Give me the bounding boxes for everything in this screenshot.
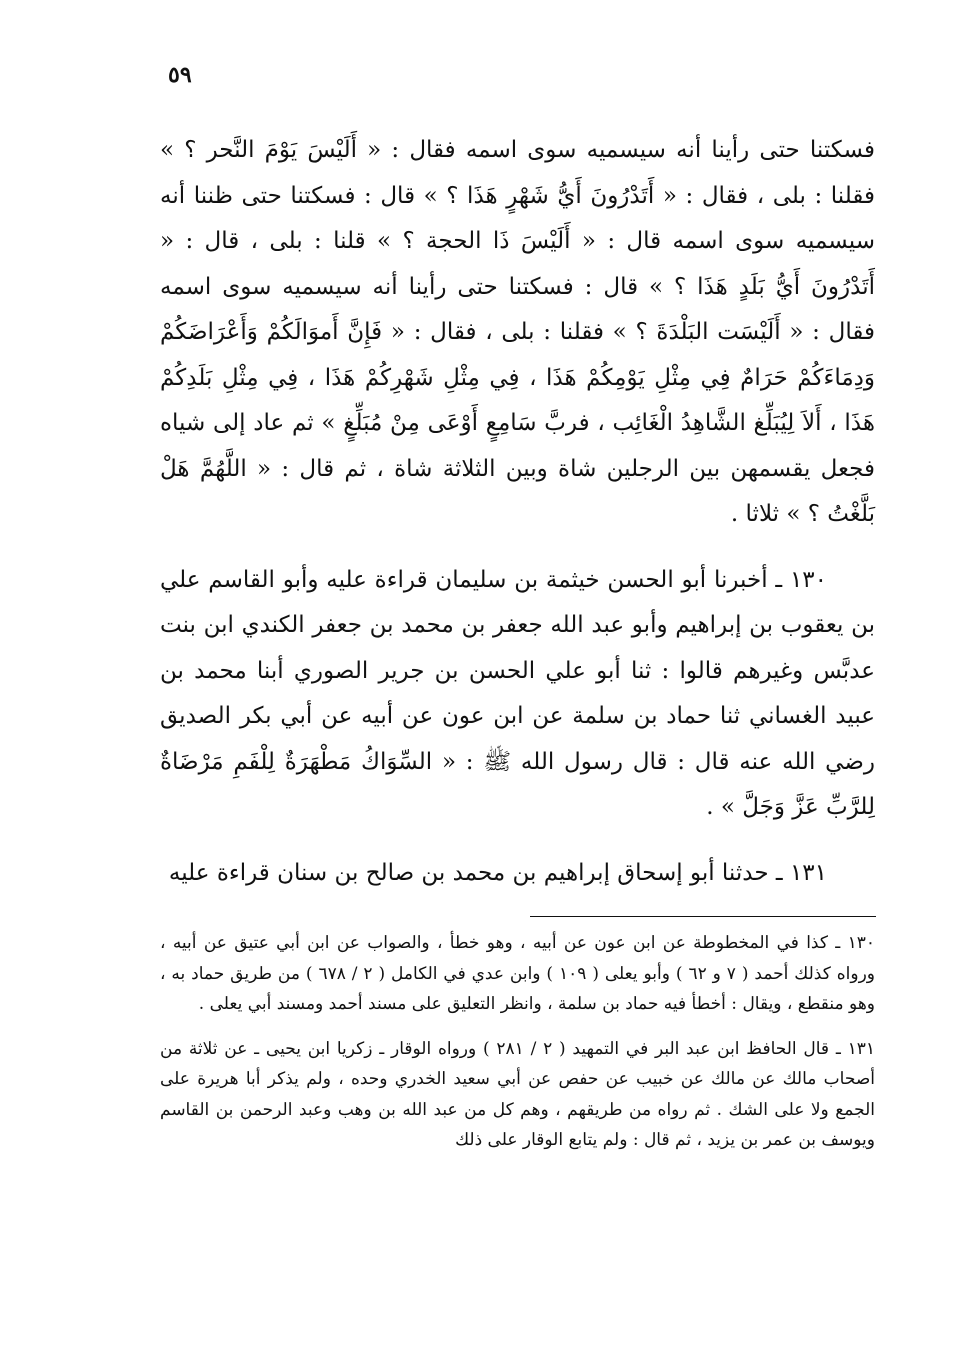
paragraph-hadith-130: ١٣٠ ـ أخبرنا أبو الحسن خيثمة بن سليمان قراءة عليه وأبو القاسم علي بن يعقوب بن إبراهيم وأبو عبد الله جعفر بن محمد بن جعفر الكندي ابن بنت عدبَّس وغيرهم قالوا : ثنا أبو علي الحسن بن جرير الصوري أبنا محمد بن عبيد الغساني ثنا حماد بن سلمة عن ابن عون عن أبيه عن أبي بكر الصديق رضي الله عنه قال : قال رسول الله ﷺ : « السِّوَاكُ مَطْهَرَةٌ لِلْفَمِ مَرْضَاةٌ لِلرَّبِّ عَزَّ وَجَلَّ » . xyxy=(160,566,875,820)
footnote-130: ١٣٠ ـ كذا في المخطوطة عن ابن عون عن أبيه ، وهو خطأ ، والصواب عن ابن أبي عتيق عن أبيه ، ورواه كذلك أحمد ( ٧ و ٦٢ ) وأبو يعلى ( ١٠٩ ) وابن عدي في الكامل ( ٢ / ٦٧٨ ) من طريق حماد به ، وهو منقطع ، ويقال : أخطأ فيه حماد بن سلمة ، وانظر التعليق على مسند أحمد ومسند أبي يعلى . xyxy=(160,933,875,1014)
footnote-separator xyxy=(530,916,876,917)
footnotes xyxy=(160,928,875,1156)
paragraph-continuation: فسكتنا حتى رأينا أنه سيسميه سوى اسمه فقال : « أَلَيْسَ يَوْمَ النَّحر ؟ » فقلنا : بلى ، فقال : « أَتَدْرُونَ أَيُّ شَهْرٍ هَذَا ؟ » قال : فسكتنا حتى ظننا أنه سيسميه سوى اسمه قال : « أَلَيْسَ ذَا الحجة ؟ » قلنا : بلى ، قال : « أَتَدْرُونَ أَيُّ بَلَدٍ هَذَا ؟ » قال : فسكتنا حتى رأينا أنه سيسميه سوى اسمه فقال : « أَلَيْسَت البَلْدَةَ ؟ » فقلنا : بلى ، فقال : « فَإِنَّ أَموَالَكُمْ وَأَعْرَاضَكُمْ وَدِمَاءَكُمْ حَرَامٌ فِي مِثْلِ يَوْمِكُمْ هَذَا ، فِي مِثْلِ شَهْرِكُمْ هَذَا ، فِي مِثْلِ بَلَدِكُمْ هَذَا ، أَلاَ لِيُبَلِّغ الشَّاهِدُ الْغَائِب ، فربَّ سَامِعٍ أَوْعَى مِنْ مُبَلِّغٍ » ثم عاد إلى شياه فجعل يقسمهن بين الرجلين شاة وبين الثلاثة شاة ، ثم قال : « اللَّهُمَّ هَلْ بَلَّغْتُ ؟ » ثلاثا . xyxy=(160,137,875,527)
paragraph-hadith-131: ١٣١ ـ حدثنا أبو إسحاق إبراهيم بن محمد بن صالح بن سنان قراءة عليه xyxy=(168,859,827,886)
footnote-131: ١٣١ ـ قال الحافظ ابن عبد البر في التمهيد ( ٢ / ٢٨١ ) ورواه الوقار ـ زكريا ابن يحيى ـ عن ثلاثة من أصحاب مالك عن مالك عن خبيب عن حفص عن أبي سعيد الخدري وحده ، ولم يذكر أبا هريرة على الجمع ولا على الشك . ثم رواه من طريقهم ، وهم كل من عبد الله بن وهب وعبد الرحمن بن القاسم ويوسف بن عمر بن يزيد ، ثم قال : ولم يتابع الوقار على ذلك xyxy=(160,1038,875,1150)
page-number: ٥٩ xyxy=(168,62,192,88)
main-text xyxy=(160,128,875,896)
